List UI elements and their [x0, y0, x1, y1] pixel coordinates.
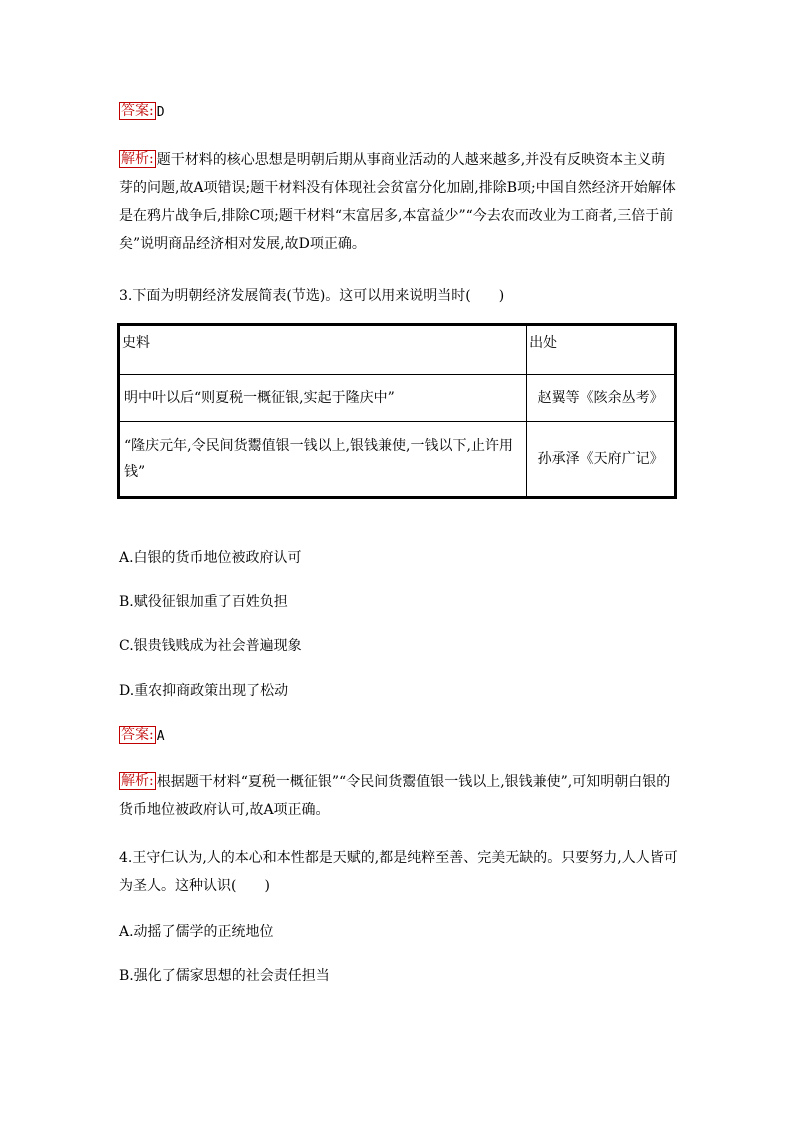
q3-option-b: B.赋役征银加重了百姓负担	[119, 594, 288, 610]
q3-option-a: A.白银的货币地位被政府认可	[119, 550, 302, 566]
q2-analysis	[119, 146, 679, 258]
q3-stem: 3.下面为明朝经济发展简表(节选)。这可以用来说明当时( )	[119, 288, 505, 304]
analysis-label: 解析:	[121, 151, 154, 167]
table-row	[119, 422, 676, 498]
answer-label: 答案:	[121, 727, 154, 743]
table-header-source: 史料	[119, 325, 527, 375]
table-cell-origin: 赵翼等《陔余丛考》	[527, 375, 676, 422]
analysis-label: 解析:	[121, 773, 154, 789]
table-header-origin: 出处	[527, 325, 676, 375]
table-row	[119, 375, 676, 422]
q3-option-c: C.银贵钱贱成为社会普遍现象	[119, 638, 302, 654]
q3-analysis-text: 根据题干材料“夏税一概征银”“令民间货鬻值银一钱以上,银钱兼使”,可知明朝白银的货币地位被政府认可,故A项正确。	[119, 774, 671, 818]
table-cell-source: 明中叶以后“则夏税一概征银,实起于隆庆中”	[119, 375, 527, 422]
q2-answer-line	[119, 98, 679, 127]
q3-option-d: D.重农抑商政策出现了松动	[119, 683, 289, 699]
answer-label: 答案:	[121, 103, 154, 119]
table-cell-source: “隆庆元年,令民间货鬻值银一钱以上,银钱兼使,一钱以下,止许用钱”	[119, 422, 527, 498]
q3-source-table	[117, 323, 677, 499]
q4-option-a: A.动摇了儒学的正统地位	[119, 924, 274, 940]
q3-analysis	[119, 768, 679, 824]
q2-analysis-text: 题干材料的核心思想是明朝后期从事商业活动的人越来越多,并没有反映资本主义萌芽的问题,故A项错误;题干材料没有体现社会贫富分化加剧,排除B项;中国自然经济开始解体是在鸦片战争后,排除C项;题干材料“末富居多,本富益少”“今去农而改业为工商者,三倍于前矣”说明商品经济相对发展,故D项正确。	[119, 152, 676, 252]
q4-stem: 4.王守仁认为,人的本心和本性都是天赋的,都是纯粹至善、完美无缺的。只要努力,人人皆可为圣人。这种认识( )	[119, 850, 678, 894]
q2-answer-value: D	[156, 105, 165, 120]
table-cell-origin: 孙承泽《天府广记》	[527, 422, 676, 498]
q3-answer-line	[119, 722, 679, 751]
q4-option-b: B.强化了儒家思想的社会责任担当	[119, 968, 330, 984]
table-header-row	[119, 325, 676, 375]
q3-answer-value: A	[156, 729, 165, 744]
